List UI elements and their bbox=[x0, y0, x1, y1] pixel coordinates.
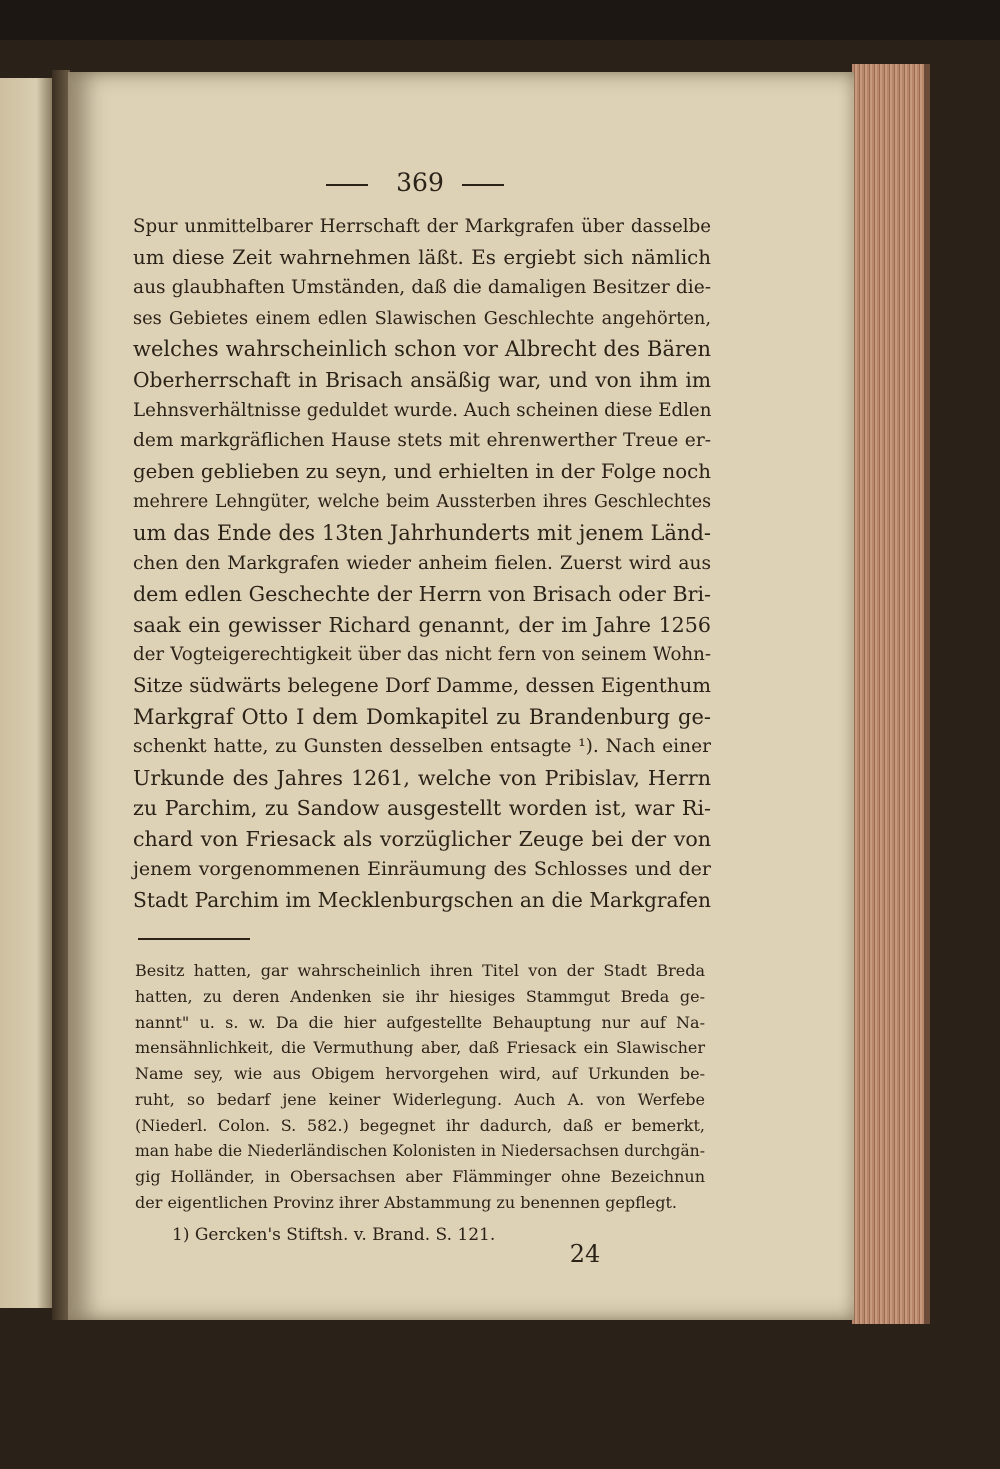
footnote-1: 1) Gercken's Stiftsh. v. Brand. S. 121. bbox=[172, 1225, 496, 1245]
text-line: dem edlen Geschechte der Herrn von Brisach oder Bri- bbox=[133, 582, 711, 607]
header-dash-right bbox=[462, 184, 504, 186]
note-line: (Niederl. Colon. S. 582.) begegnet ihr dadurch, daß er bemerkt, bbox=[135, 1115, 705, 1135]
note-line: Name sey, wie aus Obigem hervorgehen wird, auf Urkunden be- bbox=[135, 1064, 705, 1084]
page-edges bbox=[852, 64, 930, 1324]
note-line: der eigentlichen Provinz ihrer Abstammung zu benennen gepflegt. bbox=[135, 1193, 678, 1213]
note-line: hatten, zu deren Andenken sie ihr hiesiges Stammgut Breda ge- bbox=[135, 986, 705, 1006]
left-page-edge bbox=[0, 78, 52, 1308]
text-line: Spur unmittelbarer Herrschaft der Markgrafen über dasselbe bbox=[133, 216, 711, 237]
text-line: chard von Friesack als vorzüglicher Zeuge bei der von bbox=[133, 826, 711, 851]
text-line: chen den Markgrafen wieder anheim fielen. Zuerst wird aus bbox=[133, 552, 711, 574]
text-line: Oberherrschaft in Brisach ansäßig war, und von ihm im bbox=[133, 367, 711, 392]
text-line: zu Parchim, zu Sandow ausgestellt worden ist, war Ri- bbox=[133, 796, 711, 821]
text-line: um diese Zeit wahrnehmen läßt. Es ergiebt sich nämlich bbox=[133, 245, 711, 269]
header-dash-left bbox=[326, 184, 368, 186]
text-line: mehrere Lehngüter, welche beim Aussterben ihres Geschlechtes bbox=[133, 492, 711, 513]
text-line: Urkunde des Jahres 1261, welche von Pribislav, Herrn bbox=[133, 765, 711, 790]
text-line: der Vogteigerechtigkeit über das nicht fern von seinem Wohn- bbox=[133, 644, 711, 666]
continued-note bbox=[135, 958, 705, 1216]
note-line: man habe die Niederländischen Kolonisten in Niedersachsen durchgän- bbox=[135, 1141, 705, 1160]
text-line: Lehnsverhältnisse geduldet wurde. Auch scheinen diese Edlen bbox=[133, 399, 712, 421]
text-line: dem markgräflichen Hause stets mit ehrenwerther Treue er- bbox=[133, 430, 711, 452]
text-line: ses Gebietes einem edlen Slawischen Geschlechte angehörten, bbox=[133, 307, 711, 329]
text-line: aus glaubhaften Umständen, daß die damaligen Besitzer die- bbox=[133, 277, 711, 299]
note-line: mensähnlichkeit, die Vermuthung aber, daß Friesack ein Slawischer bbox=[135, 1038, 705, 1058]
text-line: jenem vorgenommenen Einräumung des Schlosses und der bbox=[133, 858, 711, 881]
page-number: 369 bbox=[396, 168, 444, 197]
text-line: um das Ende des 13ten Jahrhunderts mit jenem Länd- bbox=[133, 520, 711, 545]
main-text bbox=[133, 212, 711, 916]
text-line: welches wahrscheinlich schon vor Albrecht des Bären bbox=[133, 337, 711, 362]
text-line: schenkt hatte, zu Gunsten desselben entsagte ¹). Nach einer bbox=[133, 736, 711, 758]
note-line: ruht, so bedarf jene keiner Widerlegung. Auch A. von Werfebe bbox=[135, 1089, 705, 1109]
text-line: saak ein gewisser Richard genannt, der im Jahre 1256 bbox=[133, 612, 711, 637]
text-line: Markgraf Otto I dem Domkapitel zu Brandenburg ge- bbox=[133, 704, 711, 729]
footnote-separator bbox=[138, 938, 250, 940]
text-line: Stadt Parchim im Mecklenburgschen an die Markgrafen bbox=[133, 888, 711, 913]
note-line: gig Holländer, in Obersachsen aber Flämminger ohne Bezeichnun bbox=[135, 1167, 705, 1187]
note-line: Besitz hatten, gar wahrscheinlich ihren Titel von der Stadt Breda bbox=[135, 961, 705, 980]
note-line: nannt" u. s. w. Da die hier aufgestellte Behauptung nur auf Na- bbox=[135, 1012, 705, 1032]
text-line: Sitze südwärts belegene Dorf Damme, dessen Eigenthum bbox=[133, 673, 711, 697]
text-line: geben geblieben zu seyn, und erhielten in der Folge noch bbox=[133, 459, 711, 483]
signature-mark: 24 bbox=[569, 1240, 601, 1268]
